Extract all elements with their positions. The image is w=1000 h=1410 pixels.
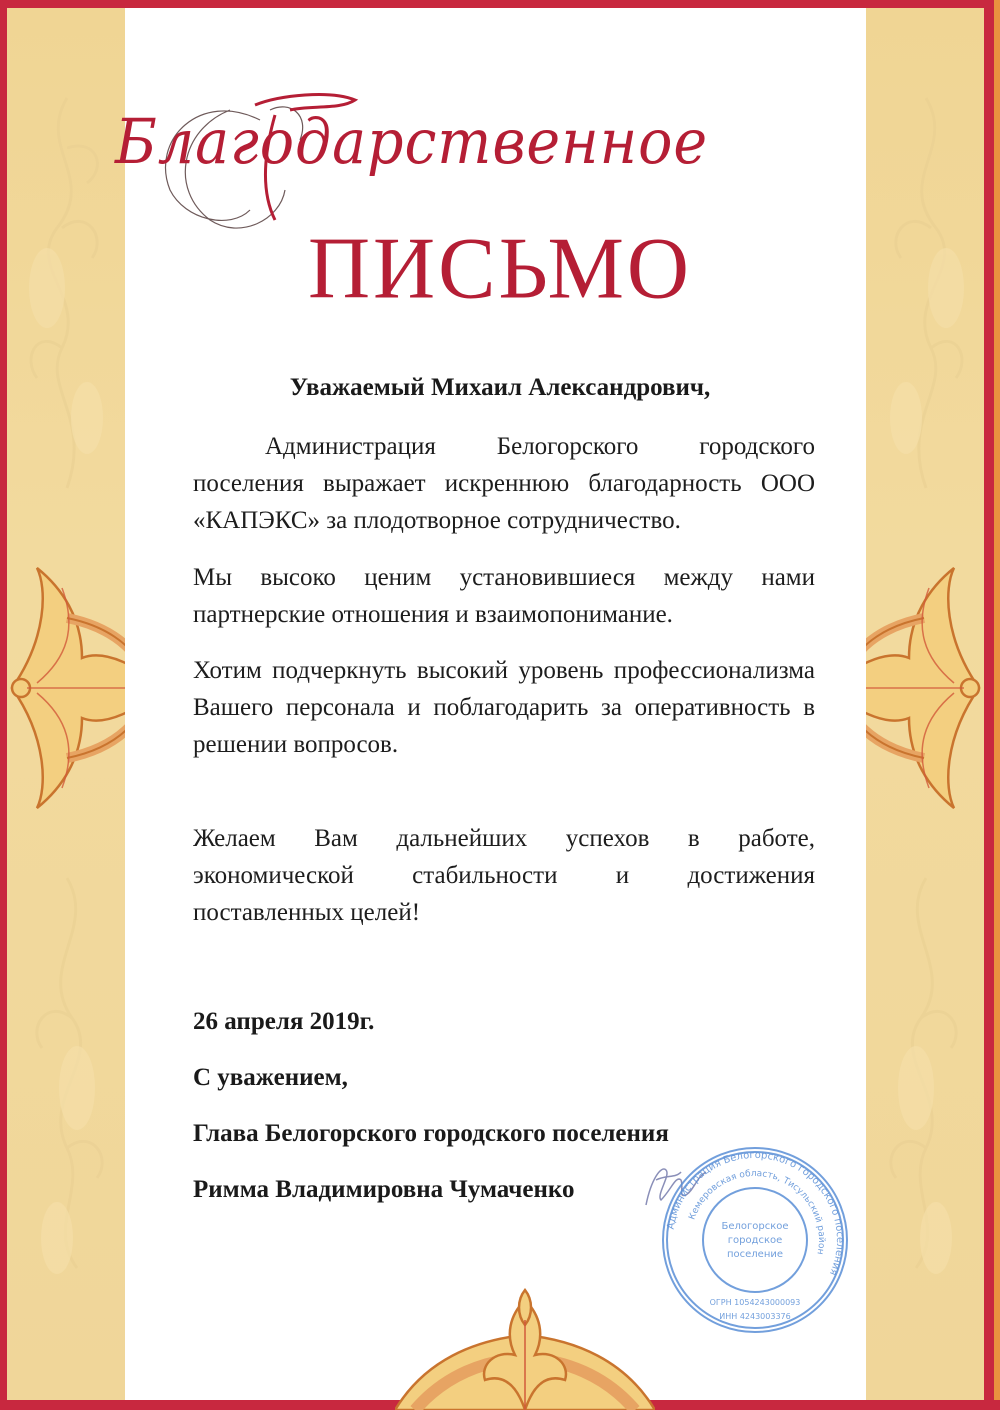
frame-top-border [0, 0, 1000, 8]
stamp-center-line-3: поселение [726, 1249, 784, 1260]
title-script: Благодарственное [115, 105, 709, 178]
title-main: ПИСЬМО [307, 219, 693, 317]
frame-right-edge [994, 0, 1000, 1400]
stamp-center-line-1: Белогорское [721, 1221, 789, 1232]
stamp-ogrn: ОГРН 1054243000093 [709, 1298, 801, 1307]
floral-watermark-icon [17, 868, 117, 1308]
bottom-acanthus-ornament-icon [395, 1280, 655, 1410]
letter-date: 26 апреля 2019г. [193, 1008, 375, 1035]
official-stamp-icon [655, 1145, 855, 1335]
stamp-inn: ИНН 4243003376 [719, 1312, 791, 1321]
paragraph-3: Хотим подчеркнуть высокий уровень профессионализма Вашего персонала и поблагодарить за оперативность в решении вопросов. [193, 657, 815, 758]
paragraph-2: Мы высоко ценим установившиеся между нами партнерские отношения и взаимопонимание. [193, 564, 815, 628]
signer-title: Глава Белогорского городского поселения [193, 1120, 669, 1147]
stamp-inner-ring-text: Кемеровская область, Тисульский район [687, 1168, 827, 1256]
closing-regards: С уважением, [193, 1064, 348, 1091]
paragraph-1: Администрация Белогорского городского поселения выражает искреннюю благодарность ООО «КАПЭКС» за плодотворное сотрудничество. [193, 433, 815, 534]
frame-right-border [984, 0, 994, 1400]
stamp-center-line-2: городское [727, 1235, 783, 1246]
floral-watermark-icon [876, 868, 976, 1308]
signer-name: Римма Владимировна Чумаченко [193, 1176, 575, 1203]
paragraph-4: Желаем Вам дальнейших успехов в работе, экономической стабильности и достижения поставленных целей! [193, 825, 815, 926]
greeting: Уважаемый Михаил Александрович, [289, 374, 711, 401]
stamp-outer-text: Администрация Белогорского городского поселения [665, 1149, 846, 1277]
